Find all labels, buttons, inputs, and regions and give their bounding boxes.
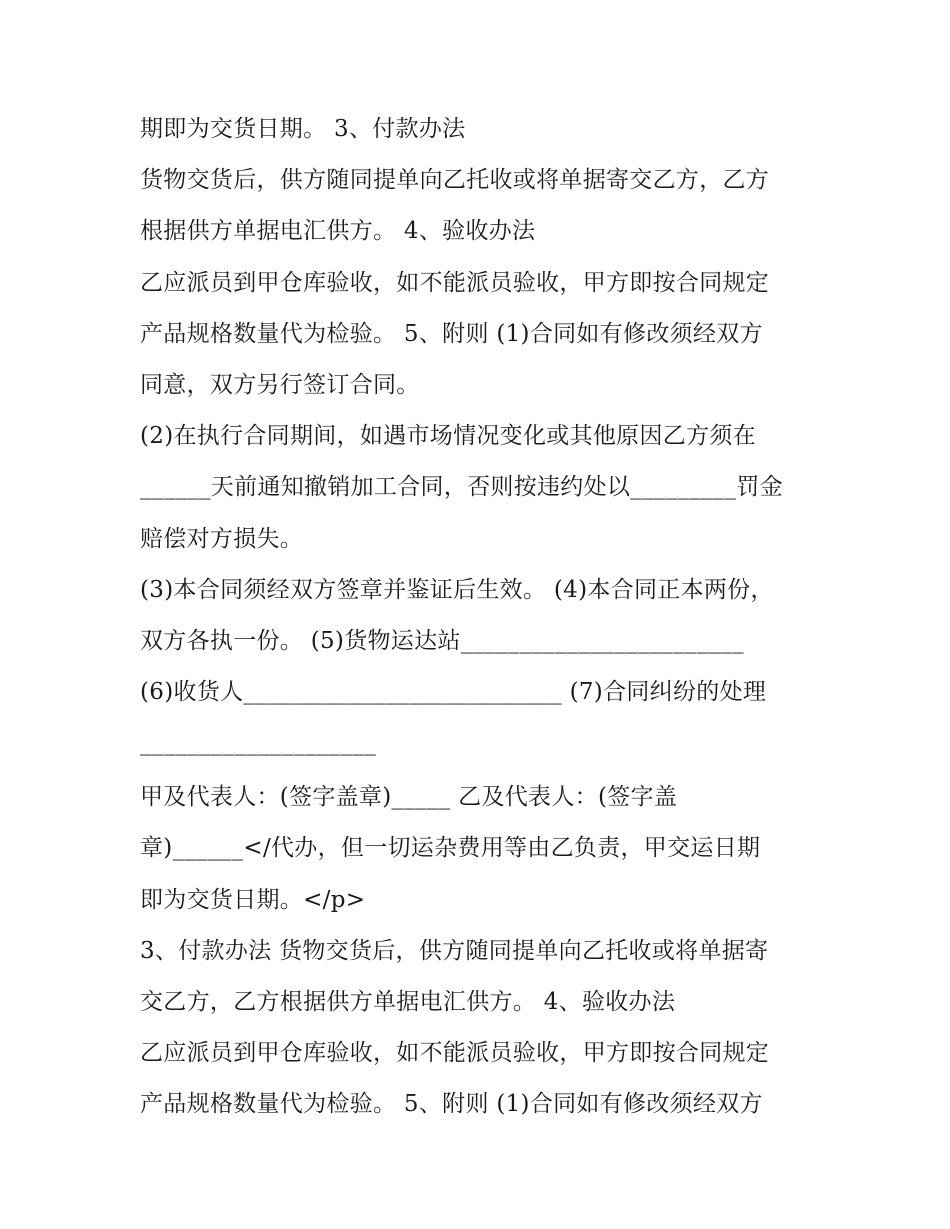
text-line: 产品规格数量代为检验。 5、附则 (1)合同如有修改须经双方 <box>140 1091 763 1118</box>
text-line: 3、付款办法 货物交货后，供方随同提单向乙托收或将单据寄 <box>140 937 769 964</box>
signature-blank-line: ____________________ <box>140 730 376 757</box>
text-line: 产品规格数量代为检验。 5、附则 (1)合同如有修改须经双方 <box>140 320 763 347</box>
text-line: 乙应派员到甲仓库验收，如不能派员验收，甲方即按合同规定 <box>140 269 770 296</box>
text-line: 期即为交货日期。 3、付款办法 <box>140 116 466 142</box>
text-line: 赔偿对方损失。 <box>140 525 304 552</box>
text-line: (6)收货人___________________________ (7)合同纠纷的处理 <box>140 679 767 706</box>
text-line: 货物交货后，供方随同提单向乙托收或将单据寄交乙方，乙方 <box>140 167 770 194</box>
text-line: 即为交货日期。</p> <box>140 886 366 913</box>
text-line: 甲及代表人：(签字盖章)_____ 乙及代表人：(签字盖 <box>140 784 678 811</box>
text-line: 根据供方单据电汇供方。 4、验收办法 <box>140 218 536 245</box>
text-line: ______天前通知撤销加工合同，否则按违约处以_________罚金 <box>140 474 783 501</box>
text-line: (3)本合同须经双方签章并鉴证后生效。 (4)本合同正本两份， <box>140 576 774 603</box>
text-line: 同意，双方另行签订合同。 <box>140 371 420 398</box>
document-body <box>140 104 820 1131</box>
text-line: 乙应派员到甲仓库验收，如不能派员验收，甲方即按合同规定 <box>140 1040 770 1067</box>
text-line: 章)______</代办，但一切运杂费用等由乙负责，甲交运日期 <box>140 835 761 862</box>
text-line: 交乙方，乙方根据供方单据电汇供方。 4、验收办法 <box>140 989 676 1015</box>
text-line: 双方各执一份。 (5)货物运达站________________________ <box>140 627 744 654</box>
text-line: (2)在执行合同期间，如遇市场情况变化或其他原因乙方须在 <box>140 423 756 450</box>
